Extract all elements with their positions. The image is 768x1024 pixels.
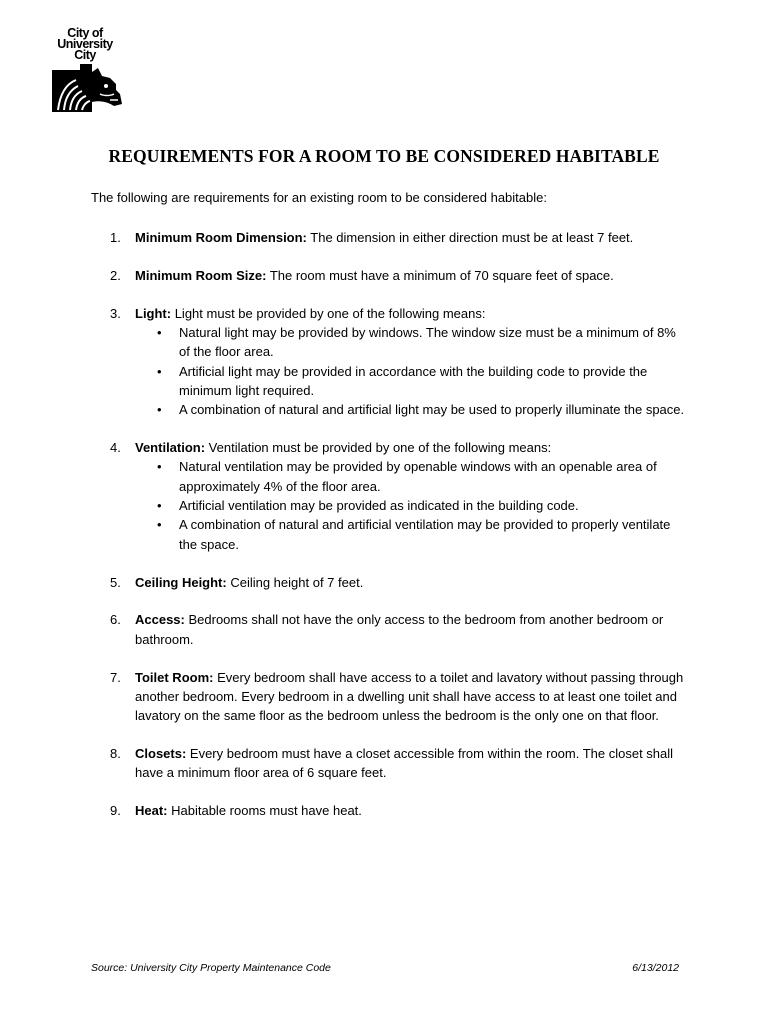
item-heading: Minimum Room Dimension: bbox=[135, 230, 307, 245]
item-body bbox=[135, 304, 690, 420]
item-number: 5. bbox=[110, 574, 121, 590]
bullet-icon: • bbox=[157, 325, 162, 341]
list-item bbox=[110, 801, 690, 820]
item-text: Bedrooms shall not have the only access to the bedroom from another bedroom or bathroom. bbox=[135, 612, 664, 647]
footer-source: Source: University City Property Maintenance Code bbox=[91, 962, 331, 974]
bullet-icon: • bbox=[157, 459, 162, 475]
item-number: 1. bbox=[110, 230, 121, 245]
bullet-text: A combination of natural and artificial ventilation may be provided to properly ventilate the space. bbox=[179, 517, 671, 552]
item-text: Ventilation must be provided by one of the following means: bbox=[205, 440, 552, 456]
item-text: Ceiling height of 7 feet. bbox=[226, 574, 364, 590]
bullet-item bbox=[135, 515, 690, 554]
page-title: REQUIREMENTS FOR A ROOM TO BE CONSIDERED HABITABLE bbox=[108, 146, 660, 166]
logo-wordmark bbox=[50, 28, 120, 61]
item-heading: Toilet Room: bbox=[135, 669, 214, 685]
footer-date: 6/13/2012 bbox=[632, 962, 679, 974]
bullet-item bbox=[135, 400, 690, 419]
item-heading: Access: bbox=[135, 612, 185, 628]
item-text: The dimension in either direction must be at least 7 feet. bbox=[306, 230, 634, 245]
bullet-item bbox=[135, 323, 690, 362]
item-text: Light must be provided by one of the following means: bbox=[171, 305, 486, 321]
item-heading: Ventilation: bbox=[135, 440, 206, 456]
item-number: 4. bbox=[110, 440, 121, 456]
item-number: 3. bbox=[110, 305, 121, 321]
item-number: 2. bbox=[110, 267, 121, 283]
item-heading: Light: bbox=[135, 305, 172, 321]
logo-line-2: University bbox=[57, 37, 113, 51]
list-item bbox=[110, 744, 690, 783]
bullet-icon: • bbox=[157, 363, 162, 379]
item-heading: Closets: bbox=[135, 746, 187, 762]
item-text: Every bedroom must have a closet accessible from within the room. The closet shall have a minimum floor area of 6 square feet. bbox=[135, 746, 674, 781]
list-item bbox=[110, 266, 690, 285]
bullet-item bbox=[135, 362, 690, 401]
item-body bbox=[135, 668, 690, 726]
bullet-list bbox=[135, 457, 690, 553]
list-item bbox=[110, 228, 690, 247]
item-number: 8. bbox=[110, 746, 121, 762]
item-body bbox=[135, 573, 690, 592]
bullet-list bbox=[135, 323, 690, 419]
item-number: 6. bbox=[110, 612, 121, 628]
bullet-text: Artificial ventilation may be provided as indicated in the building code. bbox=[179, 498, 579, 514]
item-body bbox=[135, 266, 690, 285]
logo-line-1: City of bbox=[67, 26, 103, 40]
item-heading: Heat: bbox=[135, 803, 168, 819]
logo-line-3: City bbox=[74, 48, 96, 62]
item-body bbox=[135, 228, 690, 247]
bullet-text: Natural ventilation may be provided by openable windows with an openable area of approximately 4% of the floor area. bbox=[179, 459, 657, 494]
list-item bbox=[110, 438, 690, 554]
item-heading: Minimum Room Size: bbox=[135, 267, 267, 283]
lion-seal-icon bbox=[52, 64, 124, 112]
list-item bbox=[110, 573, 690, 592]
list-item bbox=[110, 304, 690, 420]
intro-text: The following are requirements for an existing room to be considered habitable: bbox=[91, 190, 547, 205]
item-number: 7. bbox=[110, 669, 121, 685]
bullet-item bbox=[135, 457, 690, 496]
list-item bbox=[110, 610, 690, 649]
list-item bbox=[110, 668, 690, 726]
item-body bbox=[135, 610, 690, 649]
bullet-text: A combination of natural and artificial light may be used to properly illuminate the space. bbox=[179, 402, 685, 418]
item-body bbox=[135, 801, 690, 820]
item-body bbox=[135, 438, 690, 554]
item-text: Every bedroom shall have access to a toilet and lavatory without passing through another bedroom. Every bedroom in a dwelling unit shall have access to at least one toilet and lavatory on the same floor as the bedroom unless the bedroom is the only one on that floor. bbox=[135, 669, 684, 724]
city-logo bbox=[50, 28, 125, 112]
item-text: Habitable rooms must have heat. bbox=[167, 803, 362, 819]
item-text: The room must have a minimum of 70 square feet of space. bbox=[266, 267, 614, 283]
bullet-item bbox=[135, 496, 690, 515]
item-number: 9. bbox=[110, 803, 121, 819]
bullet-text: Natural light may be provided by windows. The window size must be a minimum of 8% of the floor area. bbox=[179, 325, 676, 360]
item-body bbox=[135, 744, 690, 783]
requirements-list bbox=[110, 228, 690, 839]
bullet-text: Artificial light may be provided in accordance with the building code to provide the minimum light required. bbox=[179, 363, 648, 398]
item-heading: Ceiling Height: bbox=[135, 574, 227, 590]
bullet-icon: • bbox=[157, 498, 162, 514]
bullet-icon: • bbox=[157, 402, 162, 418]
bullet-icon: • bbox=[157, 517, 162, 533]
